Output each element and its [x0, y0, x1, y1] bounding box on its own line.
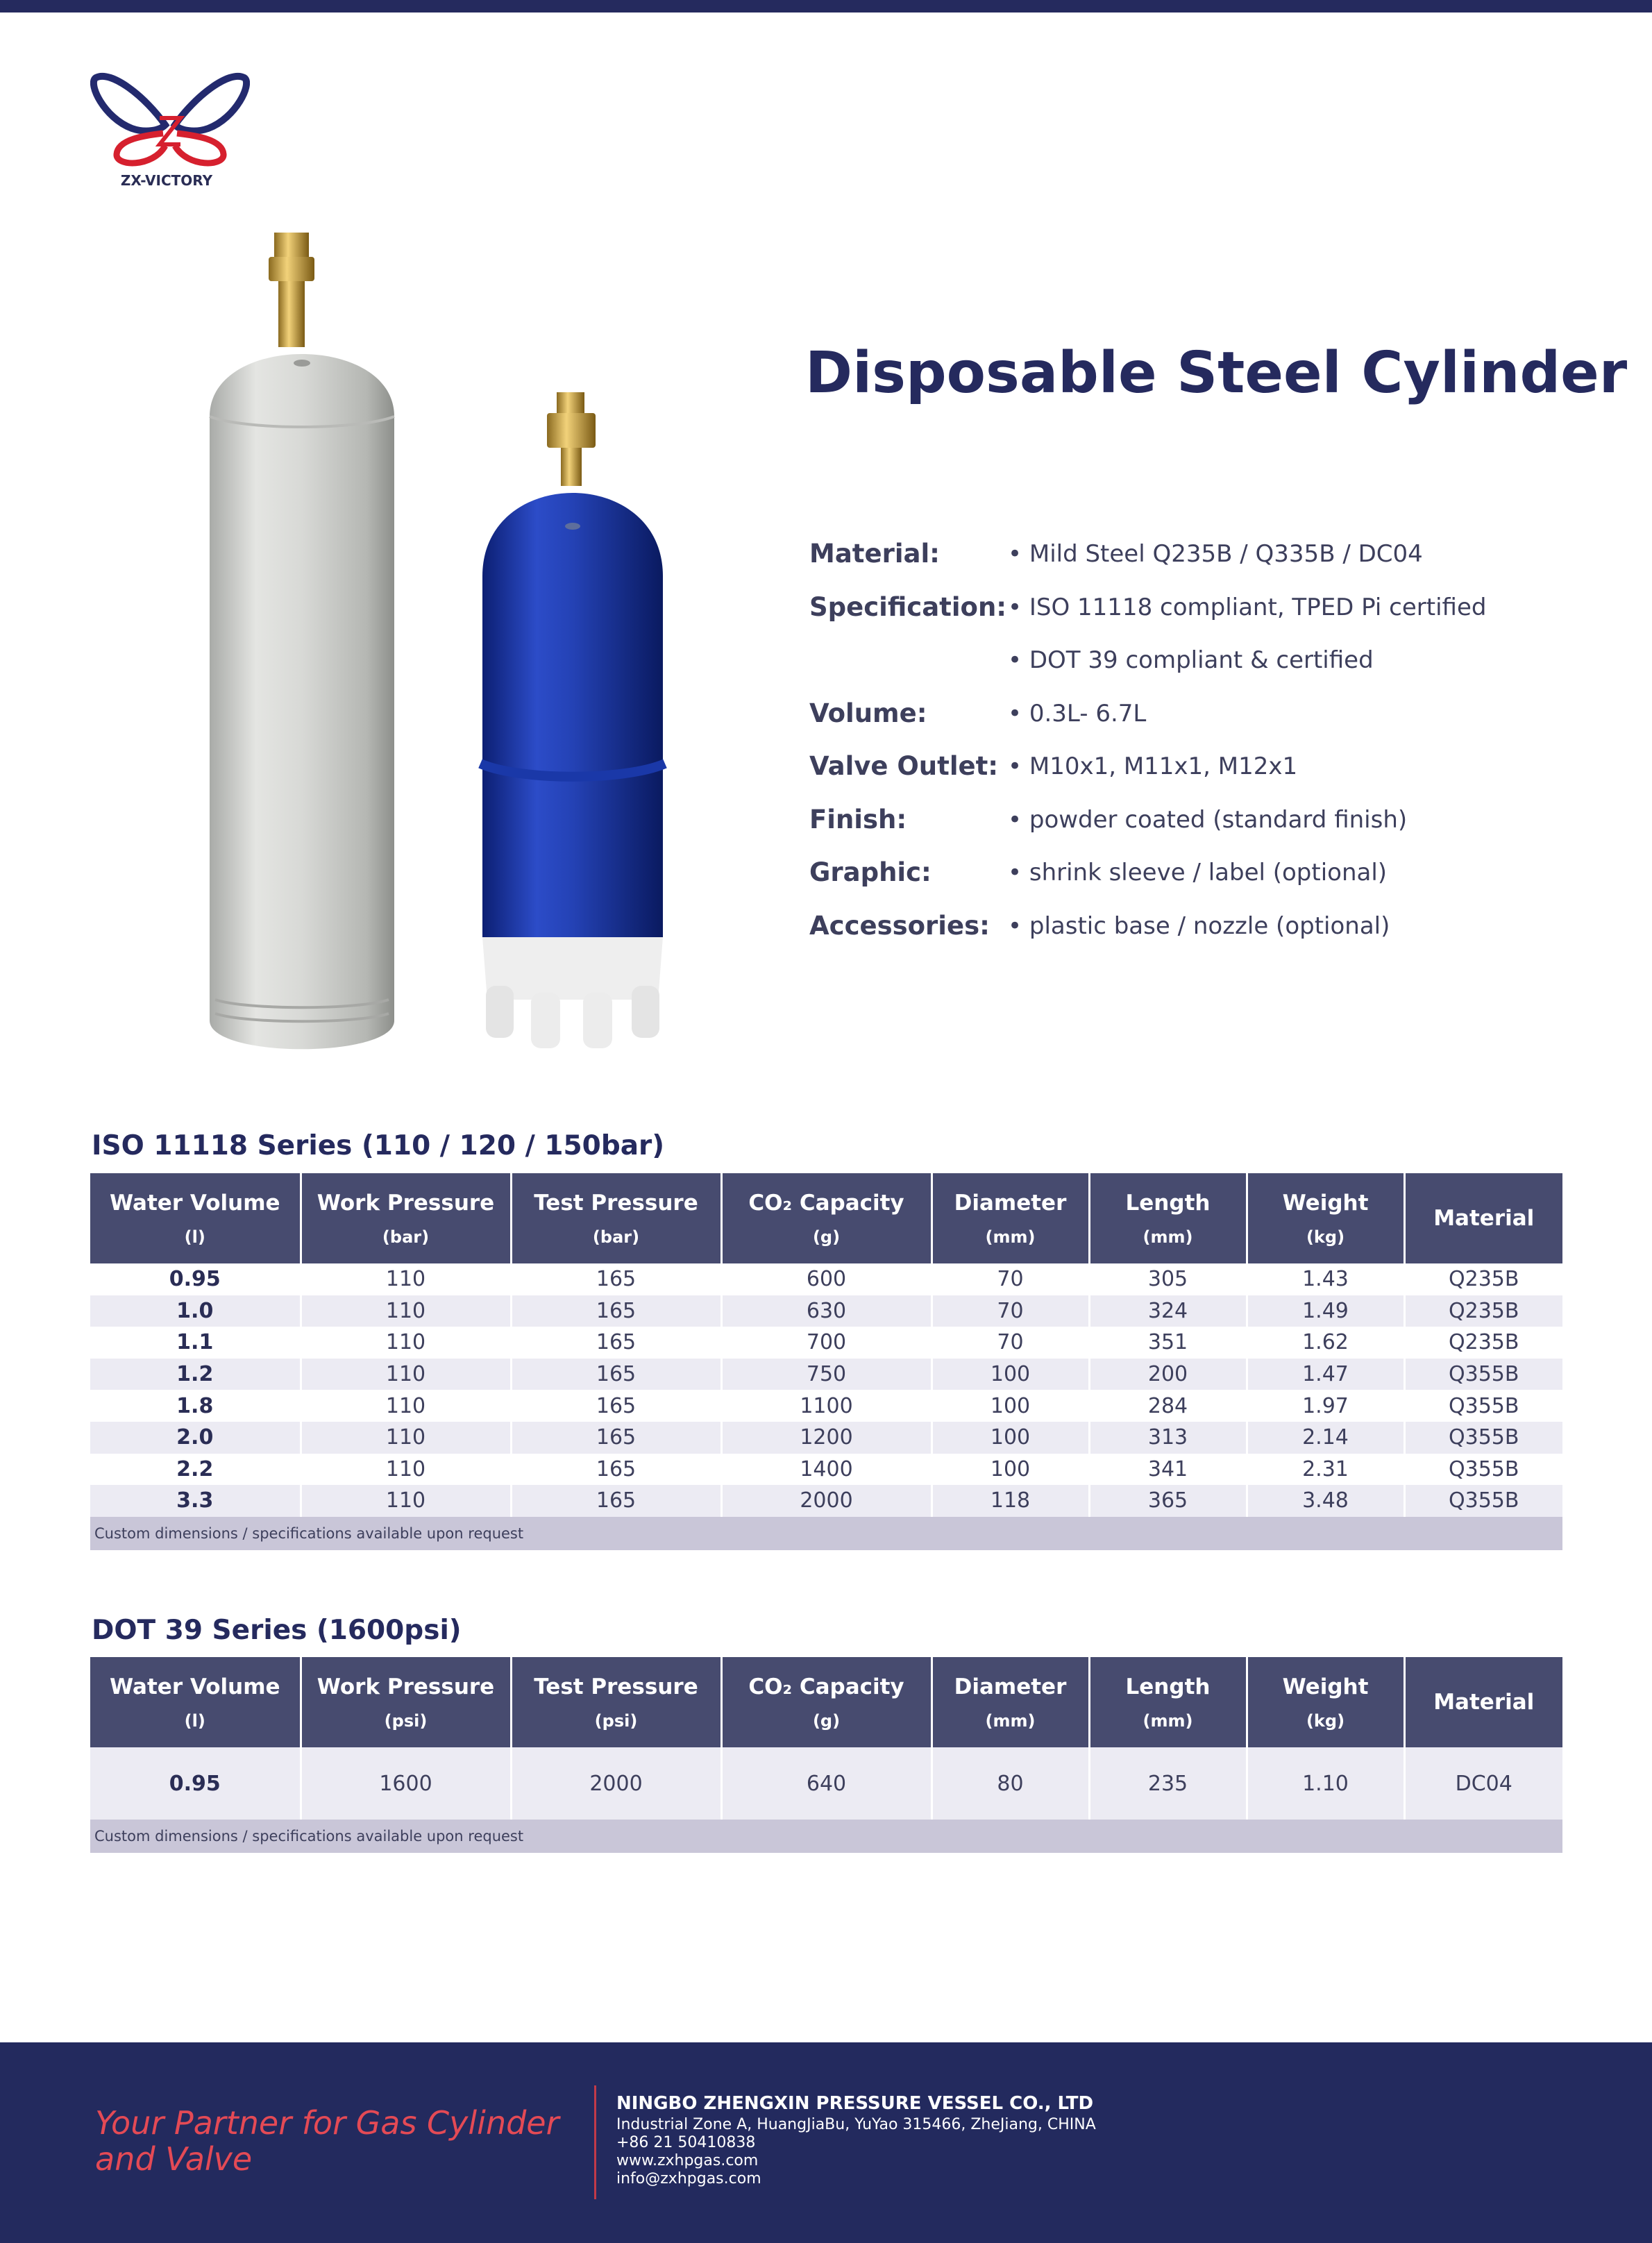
table-cell: 110 — [301, 1359, 511, 1391]
table-cell: 324 — [1089, 1295, 1247, 1327]
table-cell: Q235B — [1404, 1327, 1562, 1359]
table-row — [90, 1747, 1562, 1820]
spec-label: Specification: — [809, 591, 1007, 622]
dot-spec-table — [90, 1657, 1562, 1853]
table-header-row — [90, 1657, 1562, 1747]
company-info — [616, 2091, 1096, 2188]
spec-list — [809, 539, 1573, 964]
spec-row — [809, 539, 1573, 592]
table-cell: 313 — [1089, 1422, 1247, 1454]
spec-value: • DOT 39 compliant & certified — [1008, 646, 1374, 674]
table-cell: 165 — [511, 1327, 721, 1359]
table-cell: 1.8 — [90, 1390, 301, 1422]
iso-spec-table — [90, 1173, 1562, 1550]
table-cell: 2000 — [721, 1485, 932, 1517]
table-cell: 351 — [1089, 1327, 1247, 1359]
column-header: Length (mm) — [1089, 1173, 1247, 1263]
spec-label: Finish: — [809, 804, 907, 834]
table-cell: 165 — [511, 1390, 721, 1422]
page-title: Disposable Steel Cylinder — [805, 340, 1628, 406]
table-note-row — [90, 1517, 1562, 1550]
table-cell: Q355B — [1404, 1359, 1562, 1391]
table-cell: 341 — [1089, 1454, 1247, 1486]
table-note: Custom dimensions / specifications available upon request — [90, 1820, 1562, 1853]
column-header: Weight (kg) — [1247, 1173, 1404, 1263]
company-website[interactable]: www.zxhpgas.com — [616, 2152, 759, 2169]
column-header: Diameter (mm) — [932, 1657, 1089, 1747]
company-address: Industrial Zone A, HuangJiaBu, YuYao 315466, ZheJiang, CHINA — [616, 2116, 1096, 2133]
table-cell: 1.10 — [1247, 1747, 1404, 1820]
table-cell: 100 — [932, 1359, 1089, 1391]
spec-row — [809, 805, 1573, 858]
spec-label: Graphic: — [809, 857, 932, 887]
table-cell: 2.31 — [1247, 1454, 1404, 1486]
table-cell: 2.2 — [90, 1454, 301, 1486]
brand-name: ZX-VICTORY — [120, 172, 213, 189]
table-cell: 100 — [932, 1422, 1089, 1454]
table-cell: 1400 — [721, 1454, 932, 1486]
table-cell: 1.97 — [1247, 1390, 1404, 1422]
spec-row — [809, 645, 1573, 698]
spec-value: • powder coated (standard finish) — [1008, 805, 1408, 834]
column-header: Length (mm) — [1089, 1657, 1247, 1747]
butterfly-logo-icon — [90, 69, 250, 170]
table-cell: 284 — [1089, 1390, 1247, 1422]
dot-section-title: DOT 39 Series (1600psi) — [92, 1615, 462, 1646]
table-cell: 165 — [511, 1263, 721, 1295]
table-cell: 3.3 — [90, 1485, 301, 1517]
table-cell: 110 — [301, 1422, 511, 1454]
table-cell: 640 — [721, 1747, 932, 1820]
footer-divider — [594, 2085, 596, 2199]
table-cell: 0.95 — [90, 1747, 301, 1820]
table-cell: Q355B — [1404, 1422, 1562, 1454]
table-cell: 165 — [511, 1422, 721, 1454]
table-cell: 165 — [511, 1359, 721, 1391]
spec-value: • ISO 11118 compliant, TPED Pi certified — [1008, 593, 1487, 621]
white-cylinder-image — [205, 229, 399, 1062]
table-row — [90, 1359, 1562, 1391]
table-cell: 70 — [932, 1295, 1089, 1327]
table-cell: 110 — [301, 1327, 511, 1359]
column-header: CO₂ Capacity (g) — [721, 1657, 932, 1747]
table-cell: 110 — [301, 1390, 511, 1422]
table-row — [90, 1295, 1562, 1327]
table-cell: 165 — [511, 1485, 721, 1517]
table-cell: 70 — [932, 1263, 1089, 1295]
table-cell: 235 — [1089, 1747, 1247, 1820]
table-row — [90, 1327, 1562, 1359]
spec-row — [809, 592, 1573, 646]
company-phone: +86 21 50410838 — [616, 2134, 756, 2151]
table-cell: 100 — [932, 1390, 1089, 1422]
table-cell: 1.49 — [1247, 1295, 1404, 1327]
table-cell: Q355B — [1404, 1454, 1562, 1486]
footer — [0, 2042, 1652, 2243]
spec-row — [809, 911, 1573, 964]
table-cell: 80 — [932, 1747, 1089, 1820]
spec-value: • Mild Steel Q235B / Q335B / DC04 — [1008, 540, 1423, 568]
table-cell: DC04 — [1404, 1747, 1562, 1820]
tagline: Your Partner for Gas Cylinder and Valve — [95, 2104, 559, 2178]
table-cell: 365 — [1089, 1485, 1247, 1517]
table-cell: 110 — [301, 1263, 511, 1295]
table-cell: Q235B — [1404, 1263, 1562, 1295]
table-cell: 110 — [301, 1454, 511, 1486]
brand-logo — [83, 69, 257, 191]
spec-label: Valve Outlet: — [809, 751, 999, 781]
spec-label: Volume: — [809, 698, 927, 728]
table-note: Custom dimensions / specifications available upon request — [90, 1517, 1562, 1550]
table-header-row — [90, 1173, 1562, 1263]
column-header: Diameter (mm) — [932, 1173, 1089, 1263]
table-cell: 1.62 — [1247, 1327, 1404, 1359]
table-cell: 700 — [721, 1327, 932, 1359]
company-name: NINGBO ZHENGXIN PRESSURE VESSEL CO., LTD — [616, 2093, 1094, 2114]
table-cell: 110 — [301, 1485, 511, 1517]
table-cell: 600 — [721, 1263, 932, 1295]
table-row — [90, 1390, 1562, 1422]
table-cell: 2000 — [511, 1747, 721, 1820]
table-cell: 200 — [1089, 1359, 1247, 1391]
table-row — [90, 1422, 1562, 1454]
table-row — [90, 1454, 1562, 1486]
table-cell: 1600 — [301, 1747, 511, 1820]
column-header: Test Pressure (bar) — [511, 1173, 721, 1263]
spec-value: • 0.3L- 6.7L — [1008, 699, 1147, 728]
table-cell: 1.0 — [90, 1295, 301, 1327]
spec-label: Accessories: — [809, 910, 990, 941]
table-cell: 70 — [932, 1327, 1089, 1359]
column-header: Water Volume (l) — [90, 1173, 301, 1263]
spec-value: • M10x1, M11x1, M12x1 — [1008, 753, 1298, 780]
table-cell: 118 — [932, 1485, 1089, 1517]
table-cell: 1.47 — [1247, 1359, 1404, 1391]
table-cell: 165 — [511, 1295, 721, 1327]
spec-value: • shrink sleeve / label (optional) — [1008, 859, 1388, 887]
spec-label: Material: — [809, 539, 940, 569]
column-header: CO₂ Capacity (g) — [721, 1173, 932, 1263]
column-header: Work Pressure (bar) — [301, 1173, 511, 1263]
table-note-row — [90, 1820, 1562, 1853]
table-cell: 305 — [1089, 1263, 1247, 1295]
spec-row — [809, 698, 1573, 752]
table-cell: 1.43 — [1247, 1263, 1404, 1295]
table-cell: 1.2 — [90, 1359, 301, 1391]
table-cell: 0.95 — [90, 1263, 301, 1295]
company-email[interactable]: info@zxhpgas.com — [616, 2170, 761, 2187]
spec-row — [809, 857, 1573, 911]
table-cell: Q355B — [1404, 1390, 1562, 1422]
column-header: Weight (kg) — [1247, 1657, 1404, 1747]
table-cell: 2.0 — [90, 1422, 301, 1454]
top-bar — [0, 0, 1652, 12]
table-cell: 750 — [721, 1359, 932, 1391]
blue-cylinder-image — [472, 389, 673, 1055]
table-cell: 1200 — [721, 1422, 932, 1454]
spec-row — [809, 751, 1573, 805]
table-cell: 3.48 — [1247, 1485, 1404, 1517]
column-header: Work Pressure (psi) — [301, 1657, 511, 1747]
table-row — [90, 1485, 1562, 1517]
table-cell: Q235B — [1404, 1295, 1562, 1327]
table-cell: 630 — [721, 1295, 932, 1327]
table-cell: 100 — [932, 1454, 1089, 1486]
spec-value: • plastic base / nozzle (optional) — [1008, 912, 1390, 940]
iso-section-title: ISO 11118 Series (110 / 120 / 150bar) — [92, 1130, 665, 1161]
column-header: Material — [1404, 1173, 1562, 1263]
column-header: Test Pressure (psi) — [511, 1657, 721, 1747]
table-cell: 1.1 — [90, 1327, 301, 1359]
table-row — [90, 1263, 1562, 1295]
table-cell: 2.14 — [1247, 1422, 1404, 1454]
table-cell: Q355B — [1404, 1485, 1562, 1517]
table-cell: 1100 — [721, 1390, 932, 1422]
column-header: Material — [1404, 1657, 1562, 1747]
table-cell: 110 — [301, 1295, 511, 1327]
table-cell: 165 — [511, 1454, 721, 1486]
column-header: Water Volume (l) — [90, 1657, 301, 1747]
